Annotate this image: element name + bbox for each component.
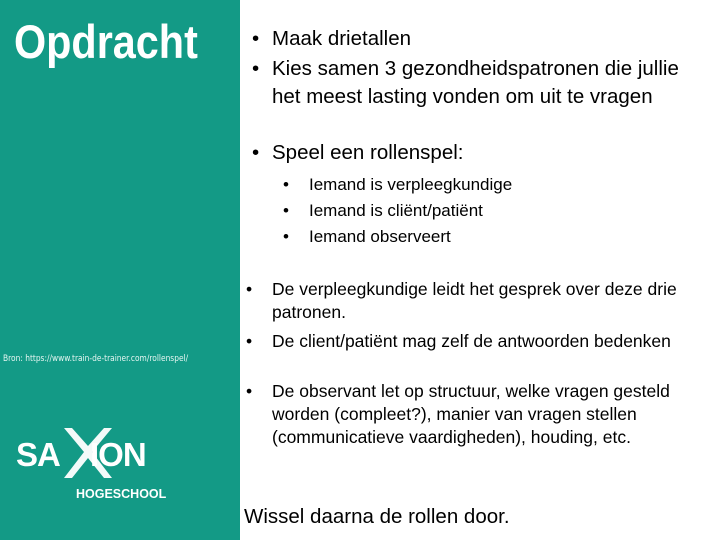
bullet-dot: • (283, 201, 289, 220)
role-text: Iemand is cliënt/patiënt (309, 201, 483, 220)
bullet-item (252, 139, 712, 167)
bullet-dot: • (252, 57, 260, 80)
instruction-item (246, 278, 712, 324)
bullet-dot: • (283, 175, 289, 194)
instruction-text: De client/patiënt mag zelf de antwoorden bedenken (272, 331, 671, 351)
source-citation: Bron: https://www.train-de-trainer.com/rollenspel/ (3, 354, 189, 364)
bullet-text: Kies samen 3 gezondheidspatronen die jullie het meest lasting vonden om uit te vragen (272, 57, 679, 108)
instruction-text: De verpleegkundige leidt het gesprek over deze drie patronen. (272, 279, 677, 322)
bullet-text: Maak drietallen (272, 27, 412, 50)
bullet-dot: • (252, 27, 260, 50)
closing-line: Wissel daarna de rollen door. (244, 505, 510, 528)
logo-wordmark: SA (16, 436, 60, 473)
role-item (283, 198, 709, 224)
instruction-item (246, 330, 672, 353)
slide-title: Opdracht (14, 15, 198, 68)
bullet-dot: • (283, 227, 289, 246)
logo-subtitle: HOGESCHOOL (76, 487, 167, 501)
role-text: Iemand observeert (309, 227, 451, 246)
instruction-text: De observant let op structuur, welke vragen gesteld worden (compleet?), manier van vragen stellen (communicatieve vaardigheden), houding, etc. (272, 381, 670, 447)
bullet-text: Speel een rollenspel: (272, 141, 464, 164)
bullet-dot: • (252, 141, 260, 164)
bullet-dot: • (246, 279, 253, 299)
role-item (283, 172, 709, 198)
bullet-item (252, 25, 712, 53)
logo-wordmark-end: ION (90, 436, 146, 473)
bullet-dot: • (246, 381, 253, 401)
instruction-item (246, 380, 716, 449)
role-text: Iemand is verpleegkundige (309, 175, 513, 194)
bullet-item (252, 55, 712, 111)
role-item (283, 224, 709, 250)
bullet-dot: • (246, 331, 253, 351)
